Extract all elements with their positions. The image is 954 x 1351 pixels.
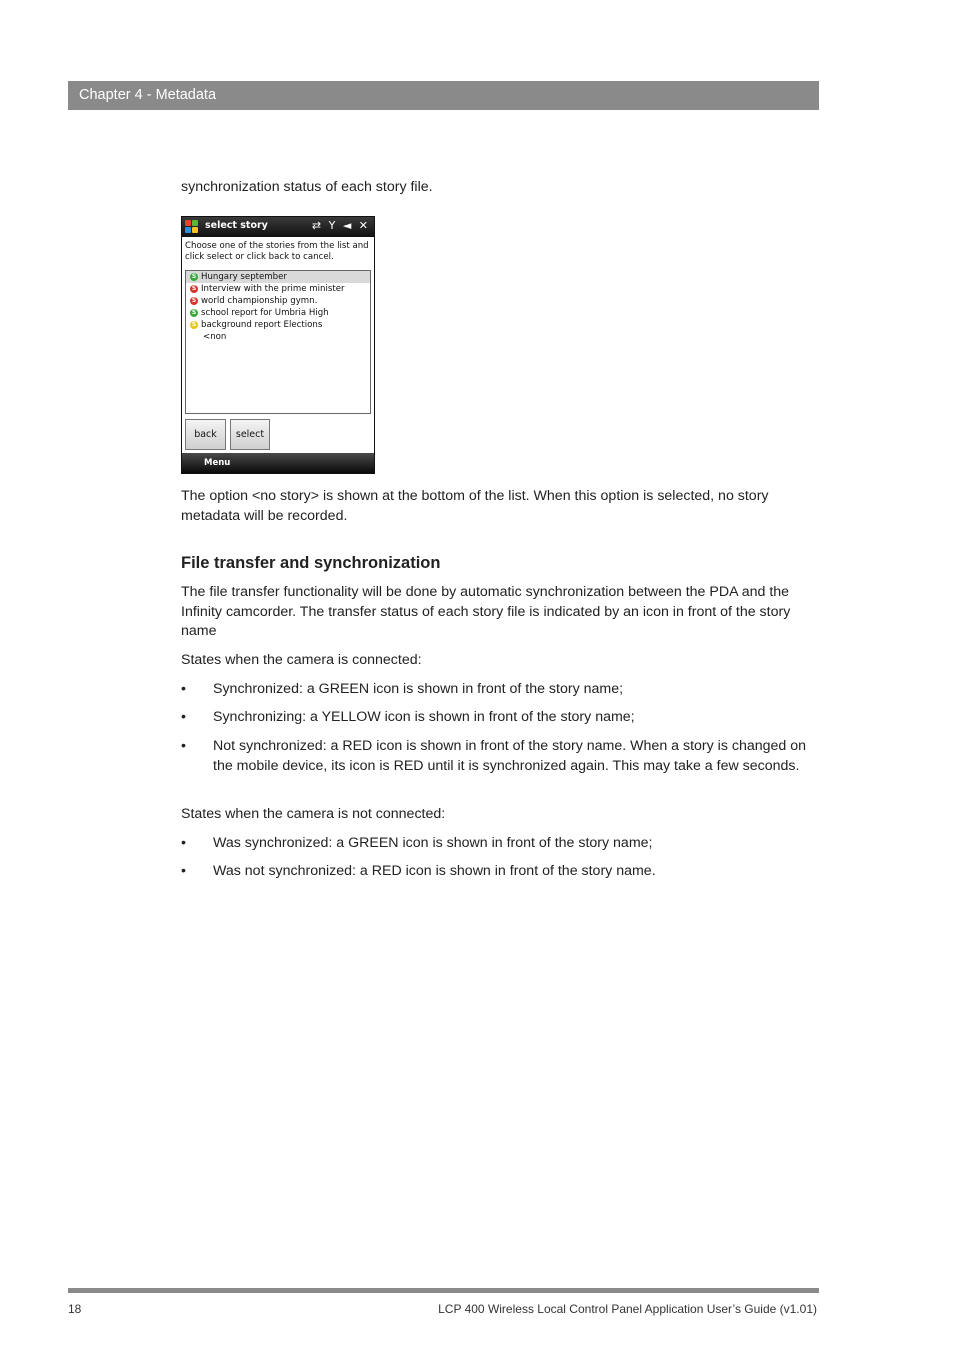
document-title: LCP 400 Wireless Local Control Panel Application User’s Guide (v1.01) [438, 1302, 817, 1316]
sync-status-icon: S [191, 297, 197, 304]
footer-rule [68, 1288, 819, 1293]
select-story-screenshot [181, 216, 375, 474]
sync-status-icon: S [191, 285, 197, 292]
section-heading: File transfer and synchronization [181, 554, 441, 572]
sync-status-icon: S [191, 321, 197, 328]
screenshot-title: select story [205, 220, 268, 231]
list-item[interactable]: S Hungary september [186, 271, 370, 283]
screenshot-instructions: Choose one of the stories from the list and click select or click back to cancel. [185, 241, 369, 262]
disconnected-intro: States when the camera is not connected: [181, 806, 446, 822]
sync-status-icon: S [191, 273, 197, 280]
status-icons: ⇄ Y ◄ ✕ [311, 219, 370, 232]
list-item[interactable]: S background report Elections [191, 320, 323, 330]
menu-softkey[interactable]: Menu [204, 458, 231, 468]
list-item[interactable]: S world championship gymn. [191, 296, 318, 306]
chapter-title: Chapter 4 - Metadata [79, 87, 217, 103]
bullet-symbol: • [181, 738, 186, 754]
bullet-symbol: • [181, 863, 186, 879]
back-button[interactable]: back [185, 419, 226, 450]
connected-intro: States when the camera is connected: [181, 652, 422, 668]
intro-paragraph: synchronization status of each story file. [181, 179, 433, 195]
windows-logo-icon [185, 220, 199, 234]
select-button[interactable]: select [230, 419, 270, 450]
list-item[interactable]: S school report for Umbria High [191, 308, 329, 318]
screenshot-titlebar [182, 217, 374, 237]
no-story-paragraph: The option <no story> is shown at the bottom of the list. When this option is selected, no story metadata will be recorded. [181, 488, 769, 524]
list-item[interactable]: S Interview with the prime minister [191, 284, 345, 294]
story-list [185, 270, 371, 414]
bullet-symbol: • [181, 681, 186, 697]
screenshot-menubar [182, 453, 374, 473]
bullet-symbol: • [181, 709, 186, 725]
sync-status-icon: S [191, 309, 197, 316]
list-item-no-story[interactable]: <non [203, 332, 227, 342]
chapter-header [68, 81, 819, 110]
page-number: 18 [68, 1302, 82, 1316]
bullet-symbol: • [181, 835, 186, 851]
file-transfer-paragraph: The file transfer functionality will be done by automatic synchronization between the PDA and the Infinity camcorder. The transfer status of each story file is indicated by an icon in front of the story name [181, 584, 791, 639]
